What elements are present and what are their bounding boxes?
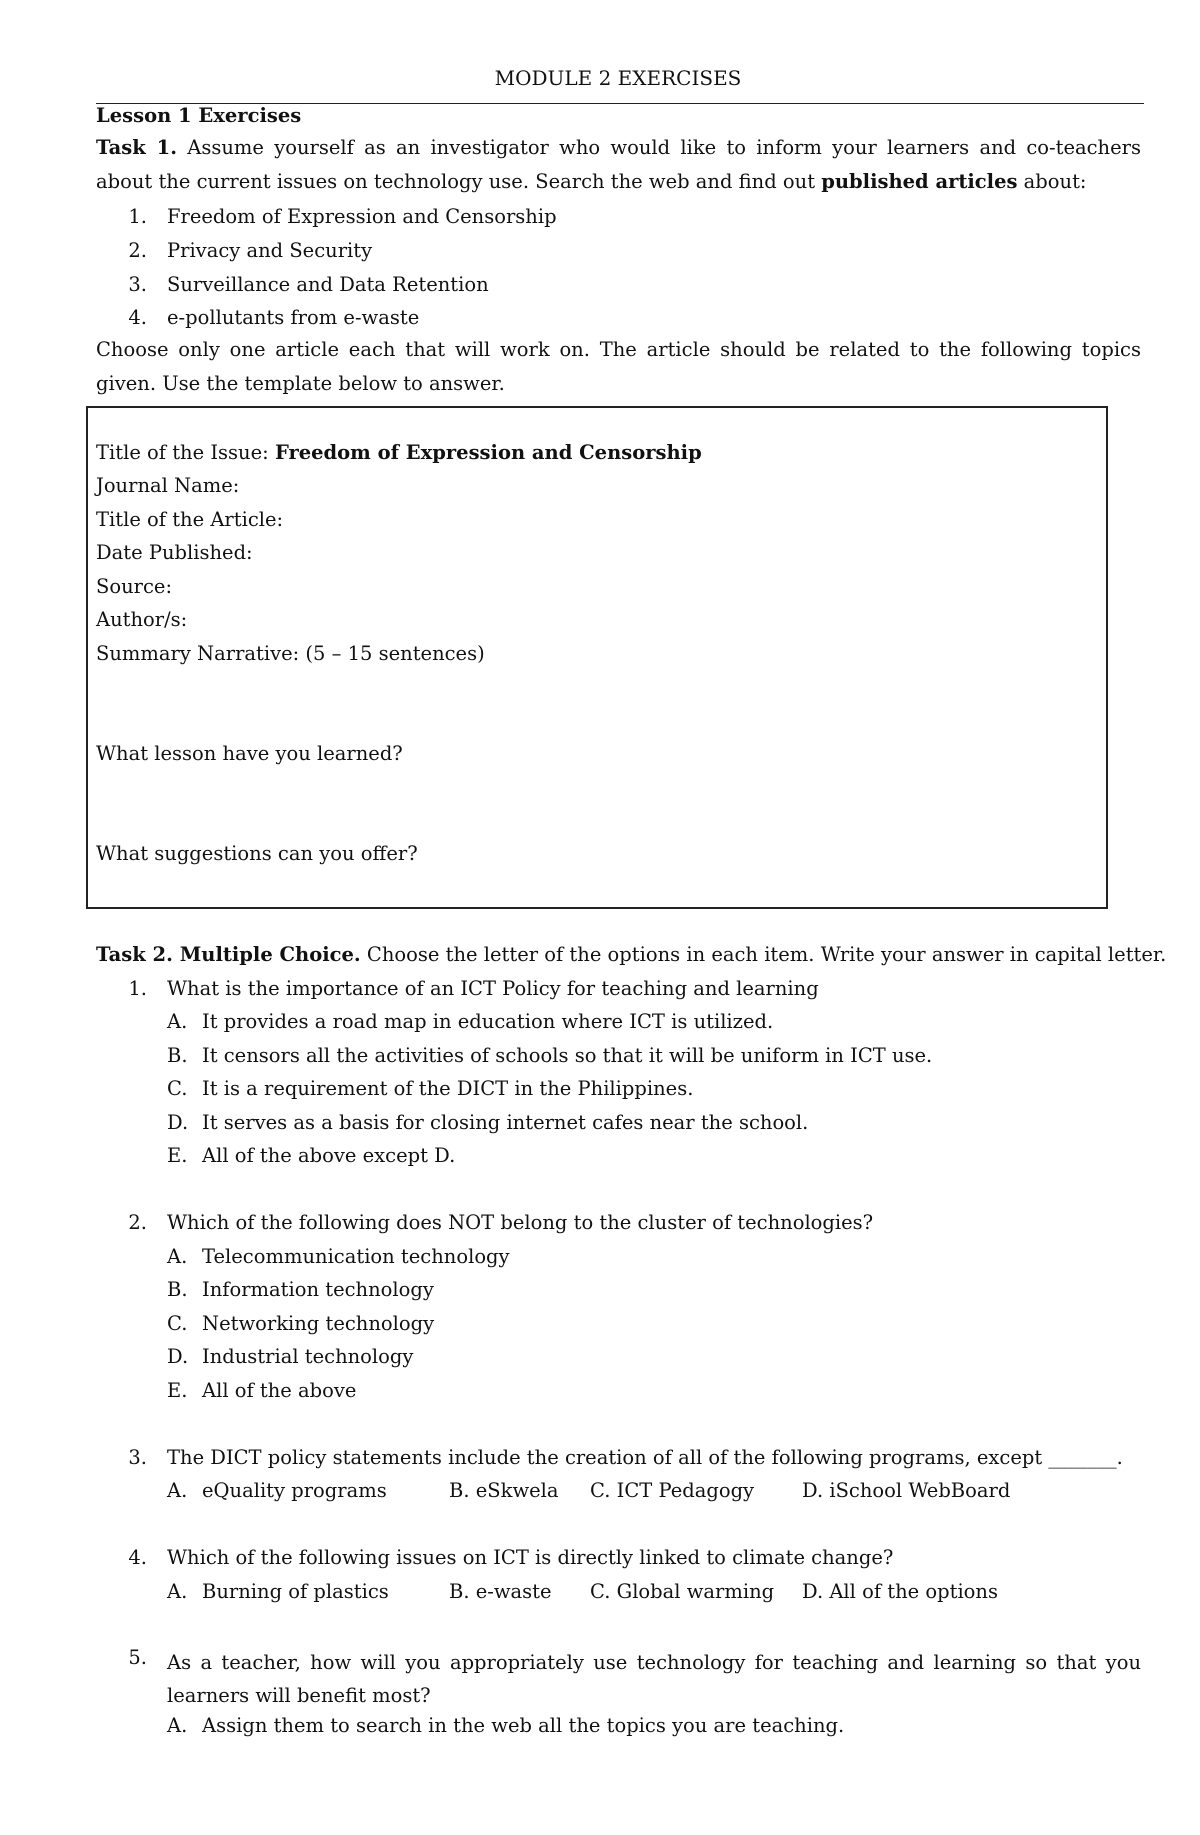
option-text: Information technology <box>202 1278 434 1301</box>
task2-instruction: Choose the letter of the options in each item. Write your answer in capital letter. <box>360 943 1167 966</box>
option-a-text: eQuality programs <box>202 1479 387 1502</box>
option-letter: A. <box>167 1479 188 1502</box>
option-letter: D. <box>167 1111 189 1134</box>
option-a-text: Burning of plastics <box>202 1580 389 1603</box>
option-text: Industrial technology <box>202 1345 414 1368</box>
list-item-number: 4. <box>128 306 147 329</box>
option-letter: B. <box>167 1278 188 1301</box>
list-item-number: 2. <box>128 239 147 262</box>
option-text: It serves as a basis for closing internet cafes near the school. <box>202 1111 809 1134</box>
task1-intro-part2: about: <box>1017 170 1087 193</box>
task1-intro-bold: published articles <box>821 170 1018 193</box>
option-b-text: B. eSkwela <box>449 1479 559 1502</box>
task2-label: Task 2. Multiple Choice. <box>96 943 361 966</box>
question-text: As a teacher, how will you appropriately use technology for teaching and learning so that you learners will benefit most? <box>167 1651 1141 1707</box>
list-item-number: 3. <box>128 273 147 296</box>
template-suggestion-question: What suggestions can you offer? <box>96 842 418 865</box>
question-text: Which of the following does NOT belong to the cluster of technologies? <box>167 1211 874 1234</box>
template-source: Source: <box>96 575 173 598</box>
option-letter: A. <box>167 1580 188 1603</box>
template-issue <box>96 441 702 464</box>
template-journal-name: Journal Name: <box>96 474 240 497</box>
template-article-title: Title of the Article: <box>96 508 284 531</box>
question-number: 5. <box>128 1646 147 1669</box>
option-d-text: D. iSchool WebBoard <box>802 1479 1011 1502</box>
template-summary: Summary Narrative: (5 – 15 sentences) <box>96 642 485 665</box>
option-text: It is a requirement of the DICT in the Philippines. <box>202 1077 694 1100</box>
option-letter: E. <box>167 1144 188 1167</box>
template-lesson-question: What lesson have you learned? <box>96 742 403 765</box>
option-c-text: C. ICT Pedagogy <box>590 1479 755 1502</box>
question-text: What is the importance of an ICT Policy for teaching and learning <box>167 977 819 1000</box>
option-letter: B. <box>167 1044 188 1067</box>
option-letter: E. <box>167 1379 188 1402</box>
page-title: MODULE 2 EXERCISES <box>494 66 742 90</box>
question-number: 4. <box>128 1546 147 1569</box>
option-letter: D. <box>167 1345 189 1368</box>
option-text: All of the above <box>202 1379 357 1402</box>
option-text: Networking technology <box>202 1312 435 1335</box>
question-text: Which of the following issues on ICT is directly linked to climate change? <box>167 1546 894 1569</box>
template-issue-value: Freedom of Expression and Censorship <box>274 441 702 464</box>
lesson-heading: Lesson 1 Exercises <box>96 104 302 127</box>
option-letter: C. <box>167 1077 188 1100</box>
question-number: 1. <box>128 977 147 1000</box>
template-date-published: Date Published: <box>96 541 253 564</box>
task1-intro-part1: Assume yourself as an investigator who would like to inform your learners and co-teachers about the current issues on technology use. Search the web and find out <box>96 136 1141 193</box>
option-letter: A. <box>167 1010 188 1033</box>
option-text: Telecommunication technology <box>202 1245 510 1268</box>
question-number: 2. <box>128 1211 147 1234</box>
list-item-text: Privacy and Security <box>167 239 373 262</box>
option-letter: A. <box>167 1714 188 1737</box>
option-text: It provides a road map in education where ICT is utilized. <box>202 1010 774 1033</box>
question-number: 3. <box>128 1446 147 1469</box>
question-text: The DICT policy statements include the creation of all of the following programs, except _______. <box>167 1446 1123 1469</box>
task1-intro <box>96 131 1141 199</box>
option-c-text: C. Global warming <box>590 1580 775 1603</box>
list-item-number: 1. <box>128 205 147 228</box>
list-item-text: Surveillance and Data Retention <box>167 273 489 296</box>
list-item-text: Freedom of Expression and Censorship <box>167 205 557 228</box>
option-text: It censors all the activities of schools so that it will be uniform in ICT use. <box>202 1044 933 1067</box>
template-issue-label: Title of the Issue: <box>96 441 275 464</box>
option-letter: A. <box>167 1245 188 1268</box>
option-letter: C. <box>167 1312 188 1335</box>
option-a-text: Assign them to search in the web all the topics you are teaching. <box>202 1714 845 1737</box>
option-text: All of the above except D. <box>202 1144 456 1167</box>
task2-intro <box>96 943 1166 966</box>
option-d-text: D. All of the options <box>802 1580 998 1603</box>
list-item-text: e-pollutants from e-waste <box>167 306 420 329</box>
template-authors: Author/s: <box>96 608 188 631</box>
task1-label: Task 1. <box>96 136 177 159</box>
option-b-text: B. e-waste <box>449 1580 552 1603</box>
task1-instruction: Choose only one article each that will work on. The article should be related to the following topics given. Use the template below to answer. <box>96 338 1141 395</box>
